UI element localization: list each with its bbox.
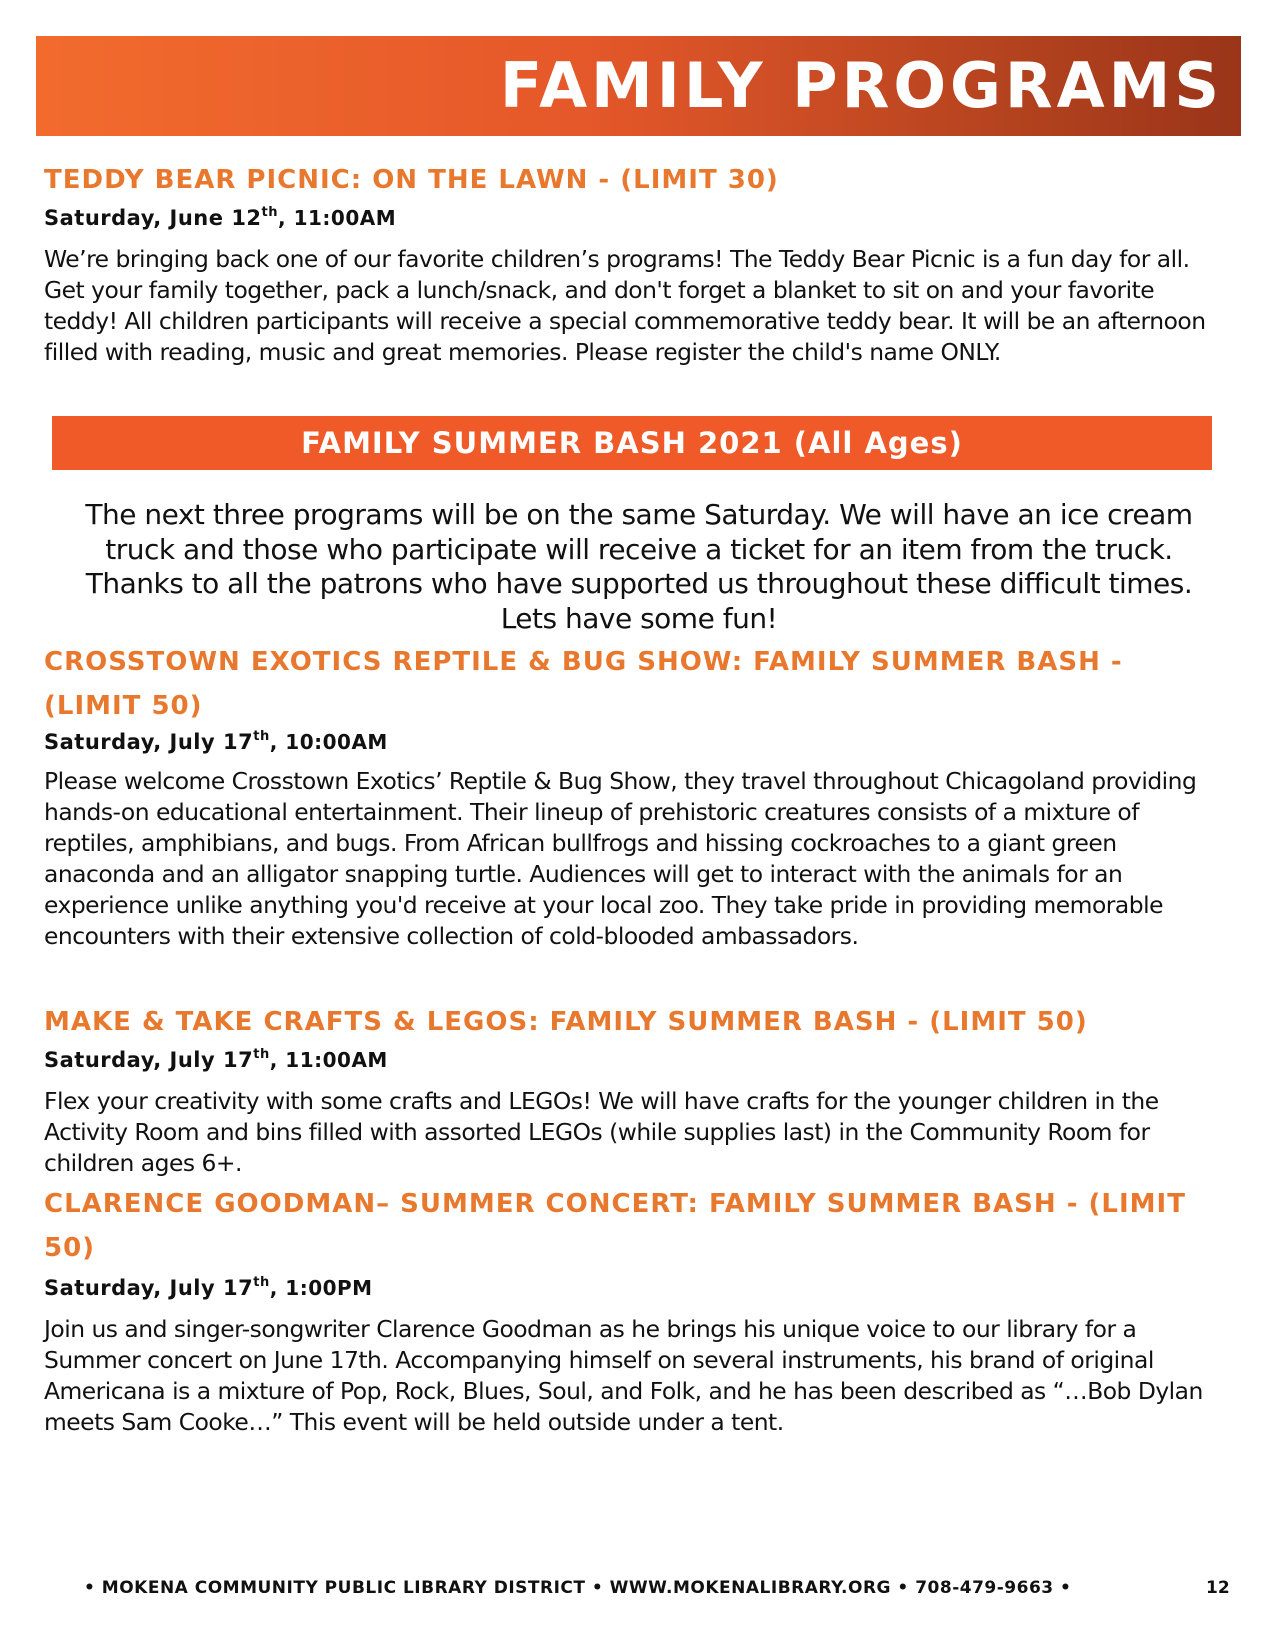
date-time: , 10:00AM xyxy=(269,730,388,754)
date-time: , 11:00AM xyxy=(269,1048,388,1072)
program-date-make-take-crafts xyxy=(44,1048,388,1072)
date-day: Saturday, July 17 xyxy=(44,1048,254,1072)
program-date-clarence-goodman xyxy=(44,1276,373,1300)
program-description-teddy-bear-picnic: We’re bringing back one of our favorite children’s programs! The Teddy Bear Picnic is a fun day for all. Get your family together, pack a lunch/snack, and don't forget a blanket to sit on and your favorite teddy! All children participants will receive a special commemorative teddy bear. It will be an afternoon filled with reading, music and great memories. Please register the child's name ONLY. xyxy=(44,245,1206,366)
date-day: Saturday, July 17 xyxy=(44,730,254,754)
date-ordinal: th xyxy=(253,1047,270,1062)
date-ordinal: th xyxy=(261,205,279,220)
program-date-crosstown-exotics xyxy=(44,730,388,754)
date-ordinal: th xyxy=(253,1275,270,1290)
program-title-crosstown-exotics: CROSSTOWN EXOTICS REPTILE & BUG SHOW: FAMILY SUMMER BASH - (LIMIT 50) xyxy=(44,647,1123,721)
date-time: , 1:00PM xyxy=(269,1276,373,1300)
page-title: FAMILY PROGRAMS xyxy=(499,49,1223,122)
header-banner xyxy=(36,36,1241,136)
date-day: Saturday, June 12 xyxy=(44,206,262,230)
program-title-clarence-goodman: CLARENCE GOODMAN– SUMMER CONCERT: FAMILY SUMMER BASH - (LIMIT 50) xyxy=(44,1189,1186,1263)
date-time: , 11:00AM xyxy=(278,206,397,230)
footer-contact-line: • MOKENA COMMUNITY PUBLIC LIBRARY DISTRICT • WWW.MOKENALIBRARY.ORG • 708-479-9663 • xyxy=(84,1578,1072,1598)
section-title-summer-bash: FAMILY SUMMER BASH 2021 (All Ages) xyxy=(301,426,963,460)
program-description-make-take-crafts: Flex your creativity with some crafts and LEGOs! We will have crafts for the younger children in the Activity Room and bins filled with assorted LEGOs (while supplies last) in the Community Room for children ages 6+. xyxy=(44,1087,1159,1177)
date-ordinal: th xyxy=(253,729,270,744)
date-day: Saturday, July 17 xyxy=(44,1276,254,1300)
page-number: 12 xyxy=(1206,1578,1230,1598)
program-description-clarence-goodman: Join us and singer-songwriter Clarence Goodman as he brings his unique voice to our library for a Summer concert on June 17th. Accompanying himself on several instruments, his brand of original Americana is a mixture of Pop, Rock, Blues, Soul, and Folk, and he has been described as “…Bob Dylan meets Sam Cooke…” This event will be held outside under a tent. xyxy=(44,1315,1203,1436)
program-title-teddy-bear-picnic: TEDDY BEAR PICNIC: ON THE LAWN - (LIMIT 30) xyxy=(44,165,779,195)
program-date-teddy-bear-picnic xyxy=(44,206,396,230)
section-bar-summer-bash xyxy=(52,416,1212,470)
program-description-crosstown-exotics: Please welcome Crosstown Exotics’ Reptile & Bug Show, they travel throughout Chicagoland providing hands-on educational entertainment. Their lineup of prehistoric creatures consists of a mixture of reptiles, amphibians, and bugs. From African bullfrogs and hissing cockroaches to a giant green anaconda and an alligator snapping turtle. Audiences will get to interact with the animals for an experience unlike anything you'd receive at your local zoo. They take pride in providing memorable encounters with their extensive collection of cold-blooded ambassadors. xyxy=(44,767,1197,950)
program-title-make-take-crafts: MAKE & TAKE CRAFTS & LEGOS: FAMILY SUMMER BASH - (LIMIT 50) xyxy=(44,1007,1088,1037)
summer-bash-intro: The next three programs will be on the same Saturday. We will have an ice cream truck and those who participate will receive a ticket for an item from the truck. Thanks to all the patrons who have supported us throughout these difficult times. Lets have some fun! xyxy=(85,498,1193,635)
